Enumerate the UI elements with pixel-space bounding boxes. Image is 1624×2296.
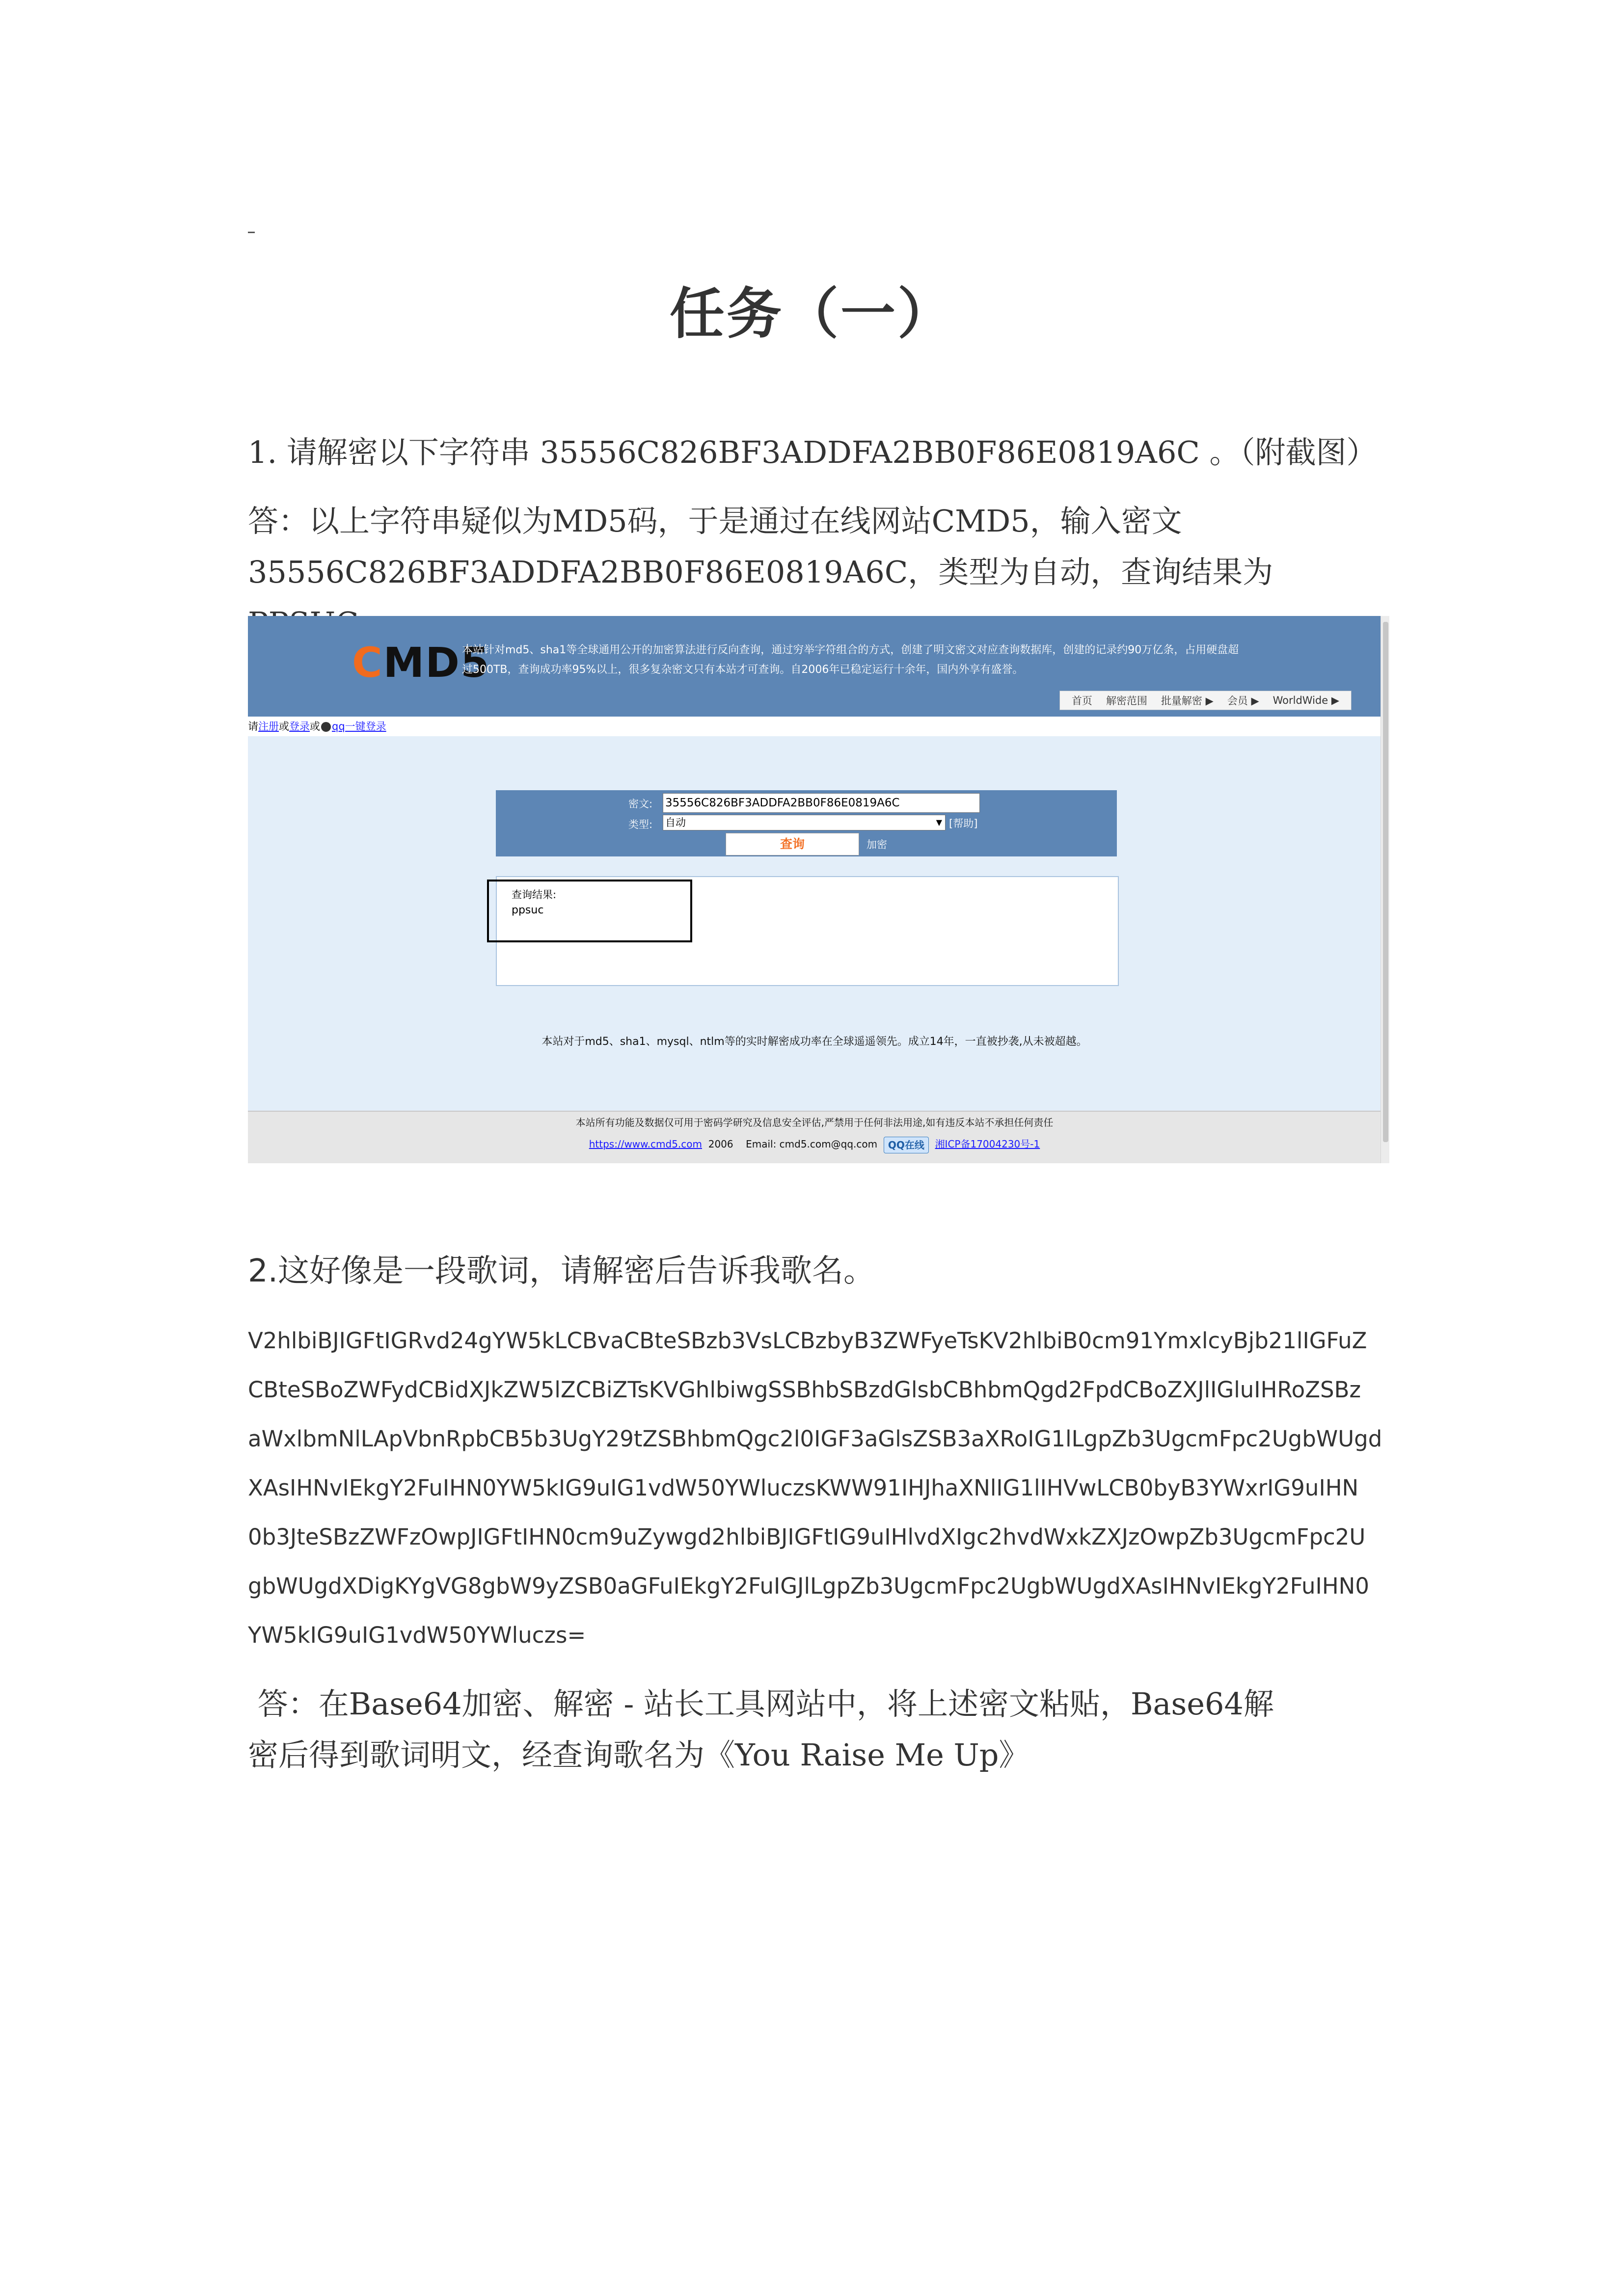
footer-year: 2006 xyxy=(708,1138,733,1150)
nav-home[interactable]: 首页 xyxy=(1071,695,1092,707)
help-link[interactable]: [帮助] xyxy=(949,818,978,829)
result-box xyxy=(496,876,1119,986)
site-description-line-2: 过500TB，查询成功率95%以上，很多复杂密文只有本站才可查询。自2006年已稳定运行十余年，国内外享有盛誉。 xyxy=(462,664,1024,676)
cipher-line: aWxlbmNlLApVbnRpbCB5b3UgY29tZSBhbmQgc2l0IGF3aGlsZSB3aXRoIG1lLgpZb3UgcmFpc2UgbWUgd xyxy=(248,1426,1382,1452)
cipher-line: XAsIHNvIEkgY2FuIHN0YW5kIG9uIG1vdW50YWluczsKWW91IHJhaXNlIG1lIHVwLCB0byB3YWxrIG9uIHN xyxy=(248,1475,1359,1501)
cipher-text xyxy=(248,1316,1382,1660)
site-header xyxy=(248,616,1381,717)
register-link[interactable]: 注册 xyxy=(258,721,279,732)
page-title: 任务（一） xyxy=(670,282,954,346)
cmd5-screenshot xyxy=(248,616,1389,1163)
footer-url-link[interactable]: https://www.cmd5.com xyxy=(589,1138,703,1150)
footer-disclaimer: 本站所有功能及数据仅可用于密码学研究及信息安全评估,严禁用于任何非法用途,如有违反本站不承担任何责任 xyxy=(575,1117,1054,1128)
site-note: 本站对于md5、sha1、mysql、ntlm等的实时解密成功率在全球遥遥领先。成立14年，一直被抄袭,从未被超越。 xyxy=(541,1036,1087,1048)
scrollbar[interactable] xyxy=(1380,616,1389,1163)
cipher-line: gbWUgdXDigKYgVG8gbW9yZSB0aGFuIEkgY2FuIGJlLgpZb3UgcmFpc2UgbWUgdXAsIHNvIEkgY2FuIHN0 xyxy=(248,1573,1369,1599)
login-link[interactable]: 登录 xyxy=(289,721,310,732)
dash-mark xyxy=(248,232,255,233)
cipher-line: YW5kIG9uIG1vdW50YWluczs= xyxy=(248,1622,586,1648)
site-footer xyxy=(248,1111,1381,1163)
query-button[interactable]: 查询 xyxy=(726,833,859,855)
answer-1-line-1: 答：以上字符串疑似为MD5码，于是通过在线网站CMD5，输入密文 xyxy=(248,503,1182,539)
nav-range[interactable]: 解密范围 xyxy=(1106,695,1147,707)
answer-2-line-2: 密后得到歌词明文，经查询歌名为《You Raise Me Up》 xyxy=(248,1737,1029,1773)
footer-email: Email: cmd5.com@qq.com xyxy=(746,1138,878,1150)
type-label: 类型: xyxy=(628,819,653,830)
login-bar xyxy=(248,717,1381,736)
site-description-line-1: 本站针对md5、sha1等全球通用公开的加密算法进行反向查询，通过穷举字符组合的方式，创建了明文密文对应查询数据库，创建的记录约90万亿条，占用硬盘超 xyxy=(462,644,1239,656)
answer-2-line-1: 答：在Base64加密、解密 - 站长工具网站中，将上述密文粘贴，Base64解 xyxy=(248,1686,1274,1722)
login-or-2: 或 xyxy=(310,721,320,732)
footer-links xyxy=(248,1136,1381,1153)
site-nav xyxy=(1059,691,1352,710)
nav-batch[interactable]: 批量解密 ▶ xyxy=(1161,695,1214,707)
icp-link[interactable]: 湘ICP备17004230号-1 xyxy=(935,1138,1040,1150)
cipher-line: 0b3JteSBzZWFzOwpJIGFtIHN0cm9uZywgd2hlbiBJIGFtIG9uIHlvdXIgc2hvdWxkZXJzOwpZb3UgcmFpc2U xyxy=(248,1524,1366,1550)
answer-2 xyxy=(248,1679,1377,1781)
cmd5-logo: CMD5 xyxy=(352,639,490,687)
question-2-number: 2. xyxy=(248,1253,278,1289)
question-2 xyxy=(248,1249,875,1293)
qq-online-button[interactable]: QQ在线 xyxy=(884,1137,929,1153)
chevron-down-icon: ▼ xyxy=(936,818,942,827)
cipher-line: CBteSBoZWFydCBidXJkZW5lZCBiZTsKVGhlbiwgSSBhbSBzdGlsbCBhbmQgd2FpdCBoZXJlIGluIHRoZSBz xyxy=(248,1377,1361,1403)
site-description xyxy=(462,641,1297,680)
question-2-text: 这好像是一段歌词，请解密后告诉我歌名。 xyxy=(278,1253,875,1289)
login-or: 或 xyxy=(279,721,289,732)
cipher-line: V2hlbiBJIGFtIGRvd24gYW5kLCBvaCBteSBzb3VsLCBzbyB3ZWFyeTsKV2hlbiB0cm91YmxlcyBjb21lIGFuZ xyxy=(248,1328,1367,1354)
nav-worldwide[interactable]: WorldWide ▶ xyxy=(1272,694,1339,706)
scrollbar-thumb[interactable] xyxy=(1383,622,1388,1142)
qq-icon xyxy=(321,722,331,732)
cipher-label: 密文: xyxy=(628,798,653,810)
answer-1-line-2: 35556C826BF3ADDFA2BB0F86E0819A6C，类型为自动，查询结果为 xyxy=(248,554,1273,590)
question-1: 1. 请解密以下字符串 35556C826BF3ADDFA2BB0F86E0819A6C 。（附截图） xyxy=(248,434,1377,470)
nav-member[interactable]: 会员 ▶ xyxy=(1227,695,1259,707)
encrypt-link[interactable]: 加密 xyxy=(866,839,887,851)
login-prefix: 请 xyxy=(248,721,258,732)
result-label: 查询结果: xyxy=(512,889,557,901)
type-select[interactable]: 自动 ▼ xyxy=(663,815,946,830)
decrypt-form xyxy=(496,790,1117,856)
qq-login-link[interactable]: qq一键登录 xyxy=(332,721,386,732)
cipher-input[interactable]: 35556C826BF3ADDFA2BB0F86E0819A6C xyxy=(663,793,980,813)
result-value: ppsuc xyxy=(512,904,544,916)
